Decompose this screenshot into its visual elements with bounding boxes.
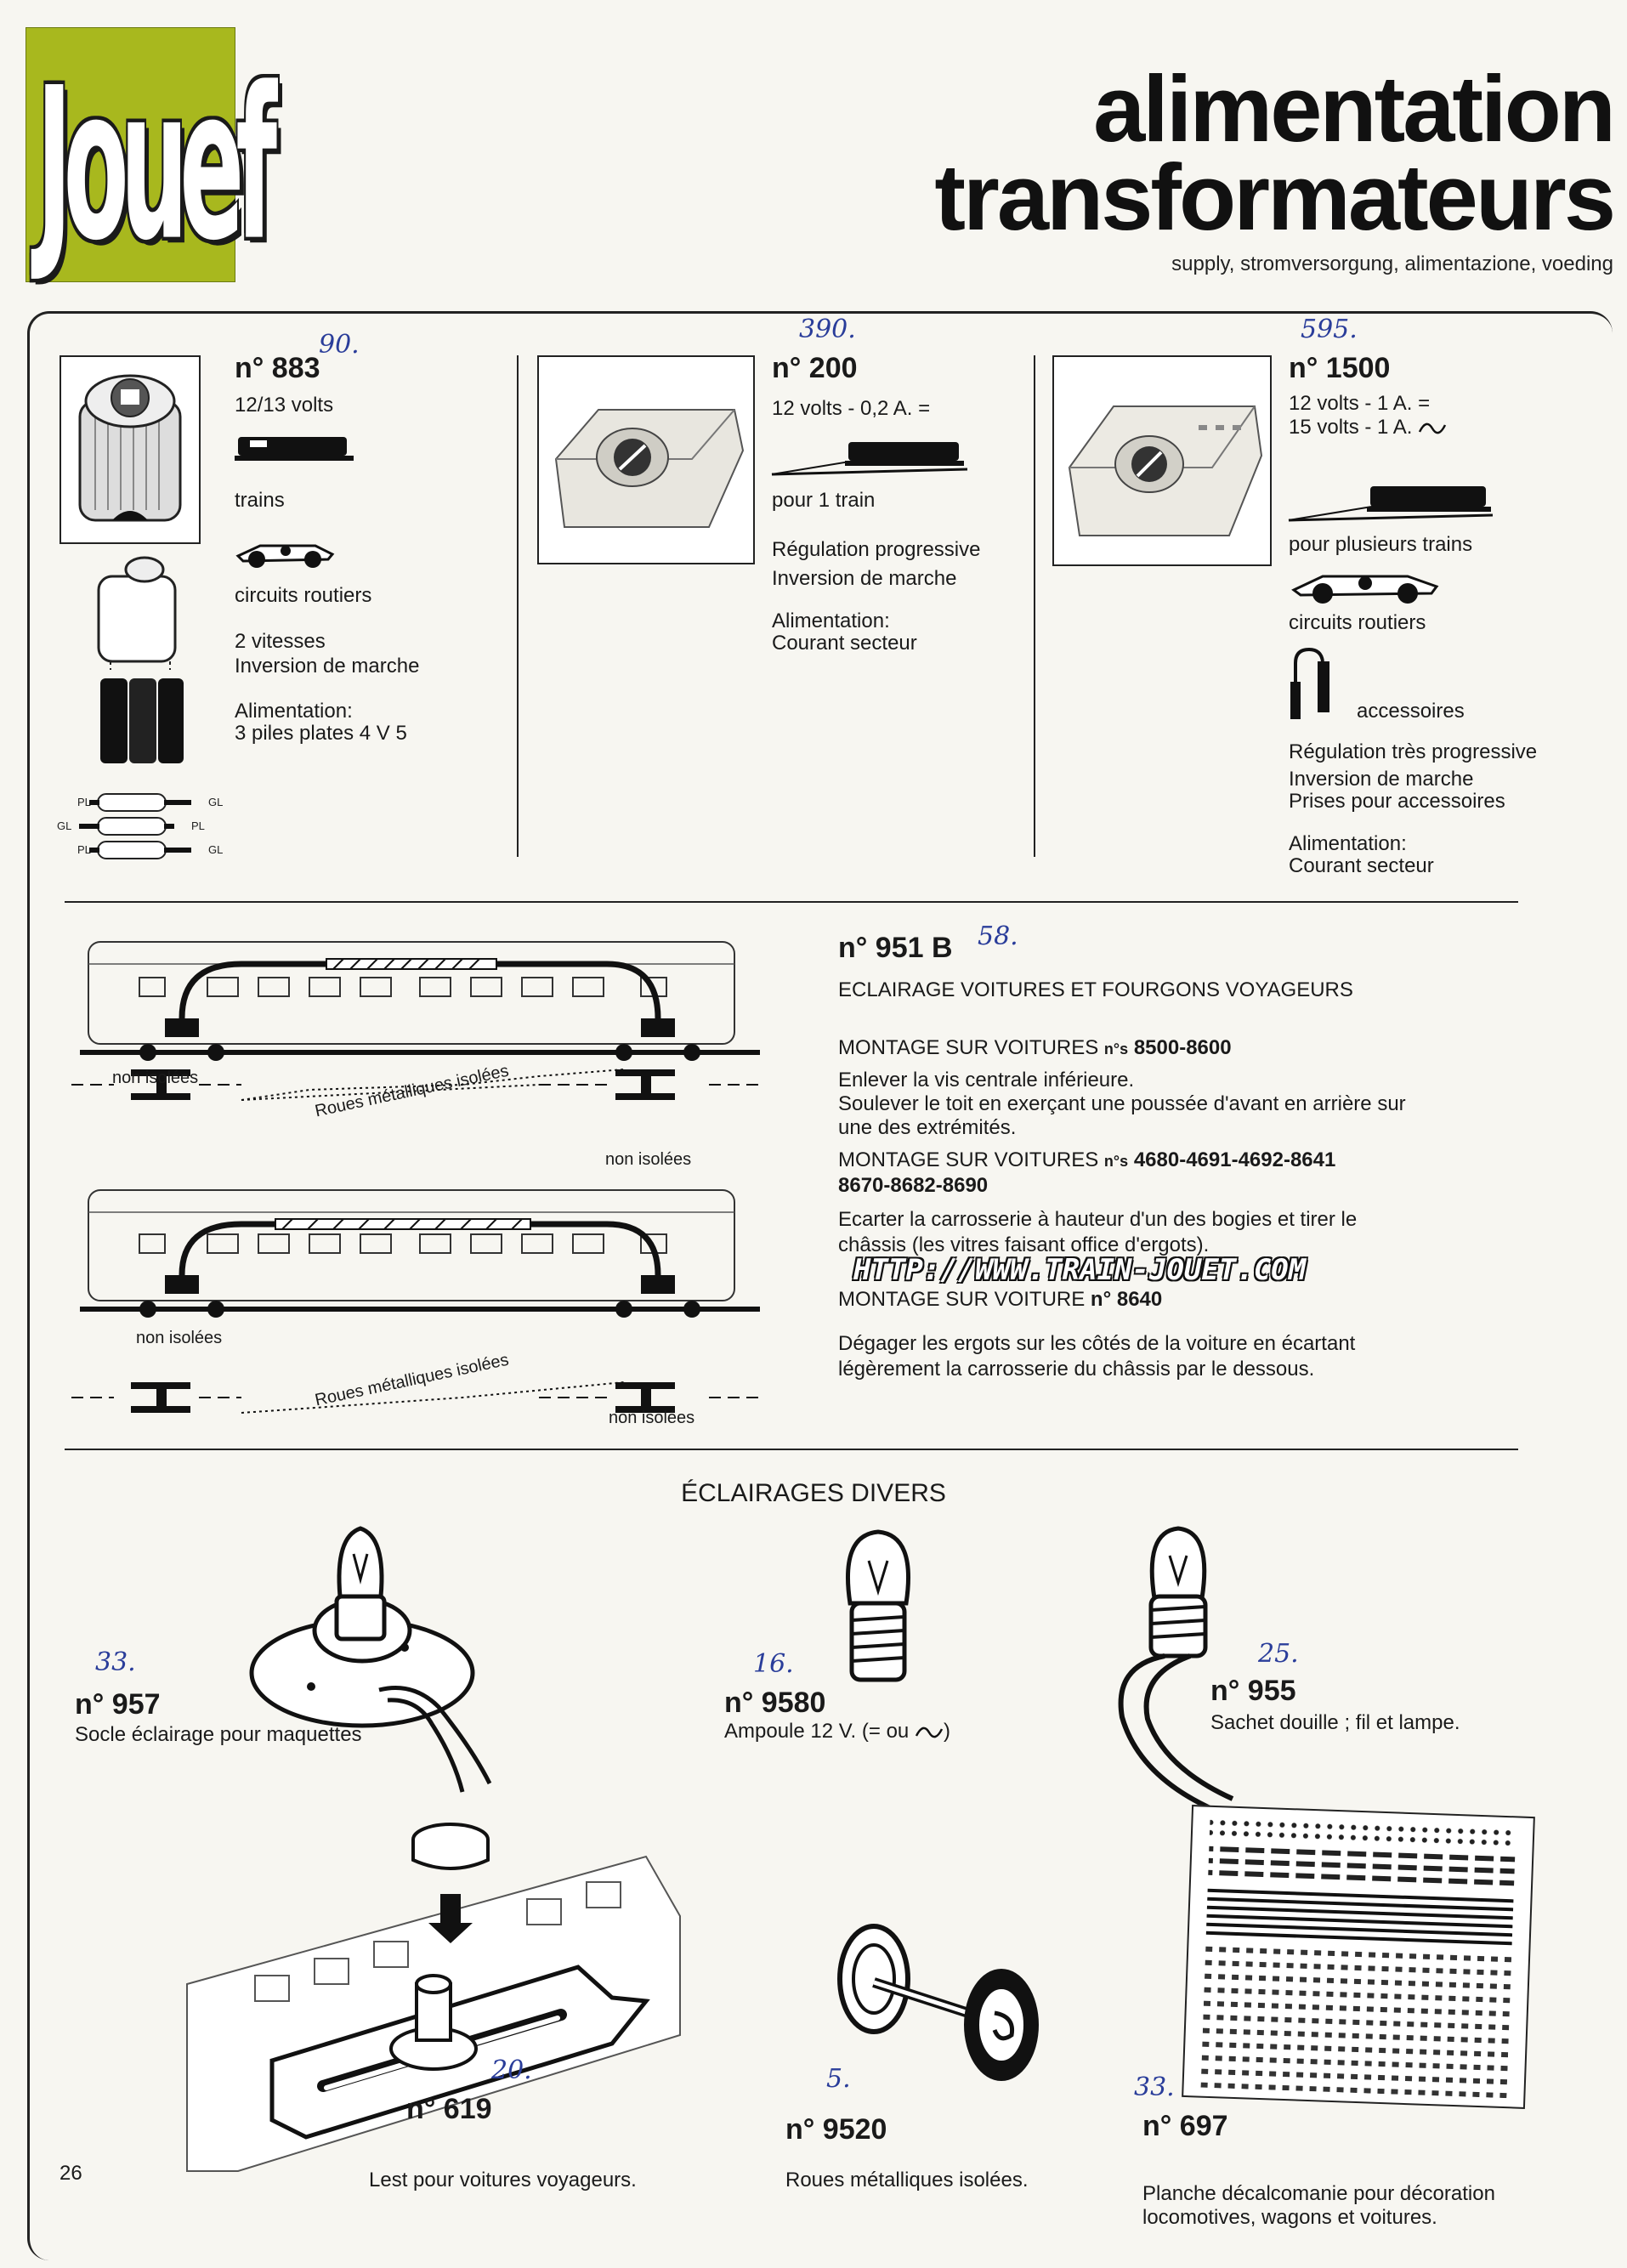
battery-wiring-diagram — [55, 787, 234, 864]
mount-block-3-nos: n° — [1090, 1288, 1112, 1311]
mount-block-1-models: 8500-8600 — [1133, 1036, 1232, 1059]
product-1500-image — [1052, 355, 1272, 566]
mount-block-1-line-2: Soulever le toit en exerçant une poussée d'avant en arrière sur — [838, 1092, 1406, 1115]
product-697-price: 33. — [1134, 2072, 1175, 2102]
label-roues-2: Roues métalliques isolées — [313, 1350, 511, 1410]
mount-block-2-models: 4680-4691-4692-8641 — [1133, 1148, 1336, 1171]
product-200-image — [537, 355, 755, 564]
battery-label-6: GL — [208, 843, 224, 856]
product-883-number: n° 883 — [235, 352, 320, 384]
product-1500-use-accessories: accessoires — [1357, 700, 1465, 723]
mount-block-1-line-1: Enlever la vis centrale inférieure. — [838, 1069, 1135, 1091]
socket-955-drawing — [1114, 1522, 1241, 1819]
product-200-power-value: Courant secteur — [772, 632, 917, 655]
product-957-desc: Socle éclairage pour maquettes — [75, 1723, 362, 1746]
product-883-feature-2: Inversion de marche — [235, 655, 420, 678]
locomotive-icon — [235, 432, 354, 466]
product-200-use: pour 1 train — [772, 489, 876, 512]
column-divider-2 — [1034, 355, 1035, 857]
mount-block-2-line-1: Ecarter la carrosserie à hauteur d'un des bogies et tirer le — [838, 1208, 1358, 1231]
product-1500-volts-ac-text: 15 volts - 1 A. — [1289, 416, 1413, 439]
product-883-price: 90. — [319, 330, 360, 360]
label-non-isolees-3: non isolées — [136, 1329, 223, 1347]
product-9520-desc: Roues métalliques isolées. — [785, 2169, 1029, 2191]
product-9580-desc-row — [724, 1719, 950, 1744]
product-9580-desc: Ampoule 12 V. (= ou — [724, 1720, 910, 1743]
page-subtitle: supply, stromversorgung, alimentazione, voeding — [1171, 252, 1613, 275]
product-1500-power-label: Alimentation: — [1289, 832, 1407, 855]
mount-block-3-title — [838, 1287, 1162, 1312]
mount-block-2-nos: n°s — [1103, 1153, 1129, 1170]
product-883-feature-1: 2 vitesses — [235, 630, 326, 653]
lamp-accessory-icon — [1289, 643, 1340, 724]
ac-wave-icon — [1418, 420, 1447, 437]
wheels-9520-drawing — [833, 1919, 1054, 2089]
product-9520-price: 5. — [826, 2064, 851, 2094]
product-957-price: 33. — [95, 1647, 136, 1677]
product-619-price: 20. — [491, 2055, 532, 2085]
decal-sheet-pattern — [1183, 1806, 1533, 2107]
product-883-power-label: Alimentation: — [235, 700, 353, 723]
product-951b-price: 58. — [978, 921, 1018, 951]
product-697-desc-1: Planche décalcomanie pour décoration — [1142, 2182, 1495, 2205]
mount-block-3-line-1: Dégager les ergots sur les côtés de la voiture en écartant — [838, 1332, 1356, 1355]
train-track-icon — [772, 437, 967, 479]
page-title-line1: alimentation — [1093, 57, 1613, 162]
mount-block-1-title — [838, 1035, 1232, 1062]
mount-block-2-label: MONTAGE SUR VOITURES — [838, 1148, 1099, 1171]
race-car-icon-2 — [1289, 564, 1442, 607]
product-1500-use-trains: pour plusieurs trains — [1289, 533, 1473, 556]
product-200-volts: 12 volts - 0,2 A. = — [772, 397, 931, 420]
product-697-desc-2: locomotives, wagons et voitures. — [1142, 2206, 1437, 2229]
product-955-desc: Sachet douille ; fil et lampe. — [1210, 1711, 1460, 1734]
product-955-price: 25. — [1258, 1639, 1299, 1669]
product-1500-number: n° 1500 — [1289, 352, 1391, 384]
product-951b-number: n° 951 B — [838, 932, 953, 964]
transformer-200-drawing — [539, 357, 753, 563]
section-divider-1 — [65, 901, 1518, 903]
bulb-9580-drawing — [840, 1527, 916, 1688]
lighting-heading: ECLAIRAGE VOITURES ET FOURGONS VOYAGEURS — [838, 978, 1353, 1001]
section-divider-2 — [65, 1449, 1518, 1450]
mount-block-2-line-2: châssis (les vitres faisant office d'ergots). — [838, 1233, 1210, 1256]
product-9580-desc-end: ) — [943, 1720, 950, 1743]
product-200-number: n° 200 — [772, 352, 858, 384]
product-9580-number: n° 9580 — [724, 1687, 826, 1719]
page-number: 26 — [60, 2162, 82, 2185]
label-non-isolees-1: non isolées — [112, 1069, 199, 1087]
product-955-number: n° 955 — [1210, 1675, 1296, 1707]
product-619-number: n° 619 — [406, 2093, 492, 2125]
product-1500-volts-ac — [1289, 415, 1447, 439]
mount-block-3-label: MONTAGE SUR VOITURE — [838, 1288, 1086, 1311]
product-200-feature-1: Régulation progressive — [772, 538, 981, 561]
watermark-url: HTTP://WWW.TRAIN-JOUET.COM — [853, 1253, 1307, 1287]
controller-883-drawing — [61, 357, 199, 542]
product-200-price: 390. — [799, 315, 856, 344]
product-883-power-value: 3 piles plates 4 V 5 — [235, 722, 407, 745]
product-9520-number: n° 9520 — [785, 2113, 887, 2146]
battery-holder-drawing — [94, 551, 187, 768]
product-957-number: n° 957 — [75, 1688, 161, 1721]
product-697-number: n° 697 — [1142, 2110, 1228, 2142]
decal-sheet-697 — [1182, 1805, 1535, 2109]
product-883-use-roads: circuits routiers — [235, 584, 372, 607]
product-9580-price: 16. — [753, 1649, 794, 1679]
product-200-power-label: Alimentation: — [772, 610, 890, 632]
label-roues-1: Roues métalliques isolées — [313, 1061, 511, 1121]
product-619-desc: Lest pour voitures voyageurs. — [369, 2169, 637, 2191]
page-title-line2: transformateurs — [934, 145, 1613, 250]
mount-block-3-line-2: légèrement la carrosserie du châssis par le dessous. — [838, 1358, 1315, 1381]
mount-block-2-models-2: 8670-8682-8690 — [838, 1174, 989, 1197]
battery-label-3: GL — [57, 819, 72, 832]
product-1500-volts-dc: 12 volts - 1 A. = — [1289, 392, 1431, 415]
product-883-use-trains: trains — [235, 489, 285, 512]
product-1500-feature-3: Prises pour accessoires — [1289, 790, 1505, 813]
race-car-icon — [235, 534, 337, 571]
product-1500-power-value: Courant secteur — [1289, 854, 1434, 877]
coach-diagram-2 — [63, 1182, 768, 1437]
train-track-icon-2 — [1289, 481, 1493, 525]
mount-block-1-label: MONTAGE SUR VOITURES — [838, 1036, 1099, 1059]
product-883-image — [60, 355, 201, 544]
ac-wave-icon-2 — [915, 1724, 944, 1741]
battery-label-1: PL — [77, 796, 91, 808]
logo-text: Jouef — [37, 44, 269, 287]
product-883-volts: 12/13 volts — [235, 394, 334, 417]
lamp-socket-957-drawing — [235, 1503, 524, 1792]
mount-block-1-line-3: une des extrémités. — [838, 1116, 1017, 1139]
column-divider-1 — [517, 355, 519, 857]
label-non-isolees-4: non isolées — [609, 1409, 695, 1427]
label-non-isolees-2: non isolées — [605, 1150, 692, 1169]
mount-block-1-nos: n°s — [1103, 1040, 1129, 1057]
battery-label-4: PL — [191, 819, 205, 832]
jouef-logo — [26, 27, 269, 287]
mount-block-3-models: 8640 — [1116, 1288, 1163, 1311]
product-1500-price: 595. — [1301, 315, 1358, 344]
product-200-feature-2: Inversion de marche — [772, 567, 957, 590]
product-1500-feature-2: Inversion de marche — [1289, 768, 1474, 791]
mount-block-2-title — [838, 1148, 1335, 1174]
transformer-1500-drawing — [1054, 357, 1270, 564]
misc-heading: ÉCLAIRAGES DIVERS — [681, 1479, 946, 1507]
product-1500-feature-1: Régulation très progressive — [1289, 740, 1538, 763]
product-1500-use-roads: circuits routiers — [1289, 611, 1426, 634]
battery-label-2: GL — [208, 796, 224, 808]
battery-label-5: PL — [77, 843, 91, 856]
